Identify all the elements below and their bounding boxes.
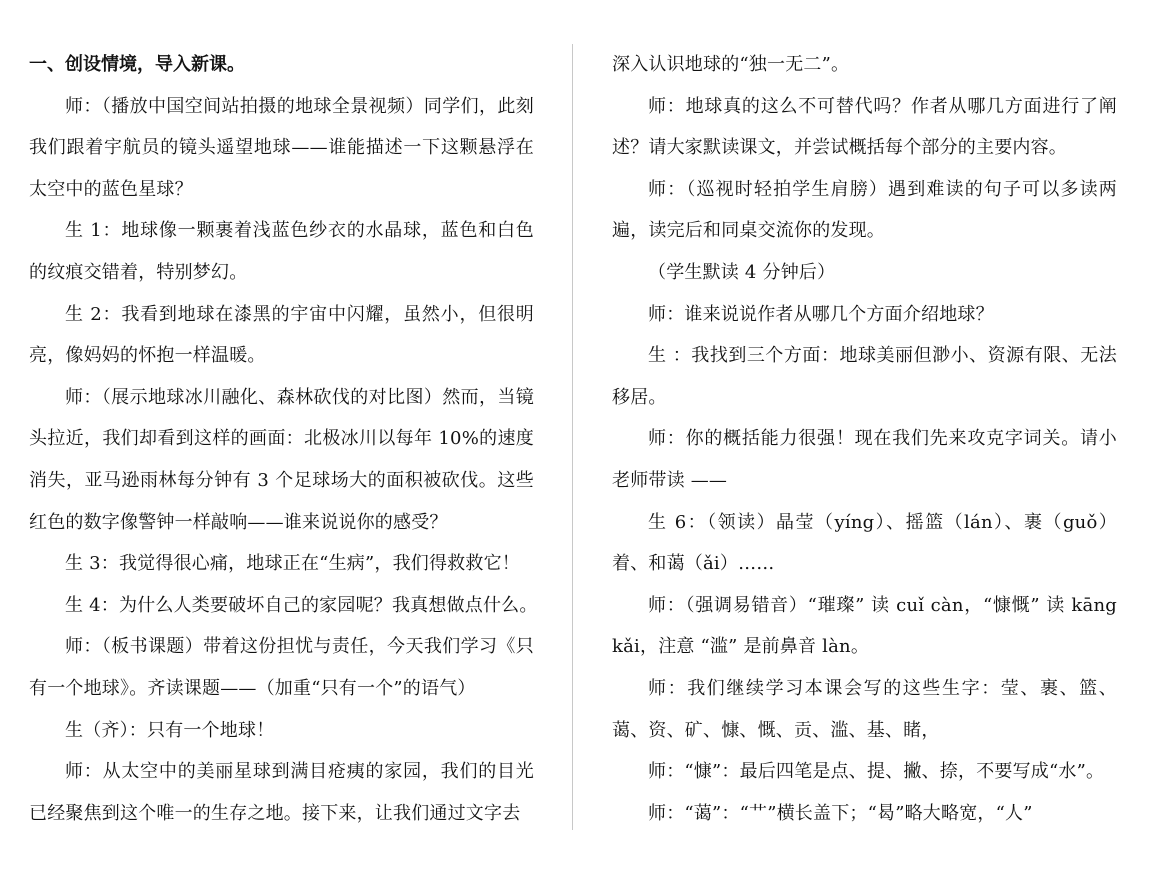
paragraph: 生 3：我觉得很心痛，地球正在“生病”，我们得救救它！: [65, 553, 520, 575]
paragraph: 生 2：我看到地球在漆黑的宇宙中闪耀，虽然小，但很明亮，像妈妈的怀抱一样温暖。: [29, 303, 534, 367]
paragraph: 师：（板书课题）带着这份担忧与责任，今天我们学习《只有一个地球》。齐读课题——（加重“只有一个”的语气）: [29, 636, 534, 699]
paragraph: 师：（强调易错音）“璀璨” 读 cuǐ càn，“慷慨” 读 kāng kǎi，注意 “滥” 是前鼻音 làn。: [612, 594, 1117, 658]
paragraph: 师：我们继续学习本课会写的这些生字：莹、裹、篮、蔼、资、矿、慷、慨、贡、滥、基、睹，: [612, 677, 1117, 741]
paragraph: 生 1：地球像一颗裹着浅蓝色纱衣的水晶球，蓝色和白色的纹痕交错着，特别梦幻。: [29, 220, 534, 283]
paragraph: 生 6：（领读）晶莹（yíng）、摇篮（lán）、裹（guǒ）着、和蔼（ǎi）……: [612, 511, 1117, 575]
column-divider: [572, 44, 573, 830]
paragraph: 生（齐）：只有一个地球！: [65, 719, 275, 741]
paragraph: 师：“慷”：最后四笔是点、提、撇、捺，不要写成“水”。: [648, 761, 1105, 783]
paragraph: （学生默读 4 分钟后）: [648, 261, 836, 283]
paragraph: 师：“蔼”：“艹”横长盖下；“曷”略大略宽，“人”: [648, 802, 1033, 824]
paragraph: 师：（展示地球冰川融化、森林砍伐的对比图）然而，当镜头拉近，我们却看到这样的画面：北极冰川以每年 10%的速度消失，亚马逊雨林每分钟有 3 个足球场大的面积被砍伐。这些红色的数字像警钟一样敲响——谁来说说你的感受？: [29, 386, 534, 533]
paragraph: 师：你的概括能力很强！现在我们先来攻克字词关。请小老师带读 ——: [612, 428, 1117, 491]
paragraph: 师：从太空中的美丽星球到满目疮痍的家园，我们的目光已经聚焦到这个唯一的生存之地。接下来，让我们通过文字去: [29, 761, 534, 824]
section-heading: 一、创设情境，导入新课。: [29, 54, 245, 75]
paragraph: 师：（巡视时轻拍学生肩膀）遇到难读的句子可以多读两遍，读完后和同桌交流你的发现。: [612, 178, 1117, 242]
paragraph: 生 4：为什么人类要破坏自己的家园呢？我真想做点什么。: [65, 594, 538, 616]
paragraph-continuation: 深入认识地球的“独一无二”。: [612, 54, 850, 75]
paragraph: 生 ：我找到三个方面：地球美丽但渺小、资源有限、无法移居。: [612, 345, 1117, 408]
left-column: [29, 44, 538, 834]
paragraph: 师：谁来说说作者从哪几个方面介绍地球？: [648, 303, 994, 325]
paragraph: 师：地球真的这么不可替代吗？作者从哪几方面进行了阐述？请大家默读课文，并尝试概括每个部分的主要内容。: [612, 95, 1117, 159]
right-column: [612, 44, 1117, 834]
paragraph: 师：（播放中国空间站拍摄的地球全景视频）同学们，此刻我们跟着宇航员的镜头遥望地球——谁能描述一下这颗悬浮在太空中的蓝色星球？: [29, 95, 534, 200]
